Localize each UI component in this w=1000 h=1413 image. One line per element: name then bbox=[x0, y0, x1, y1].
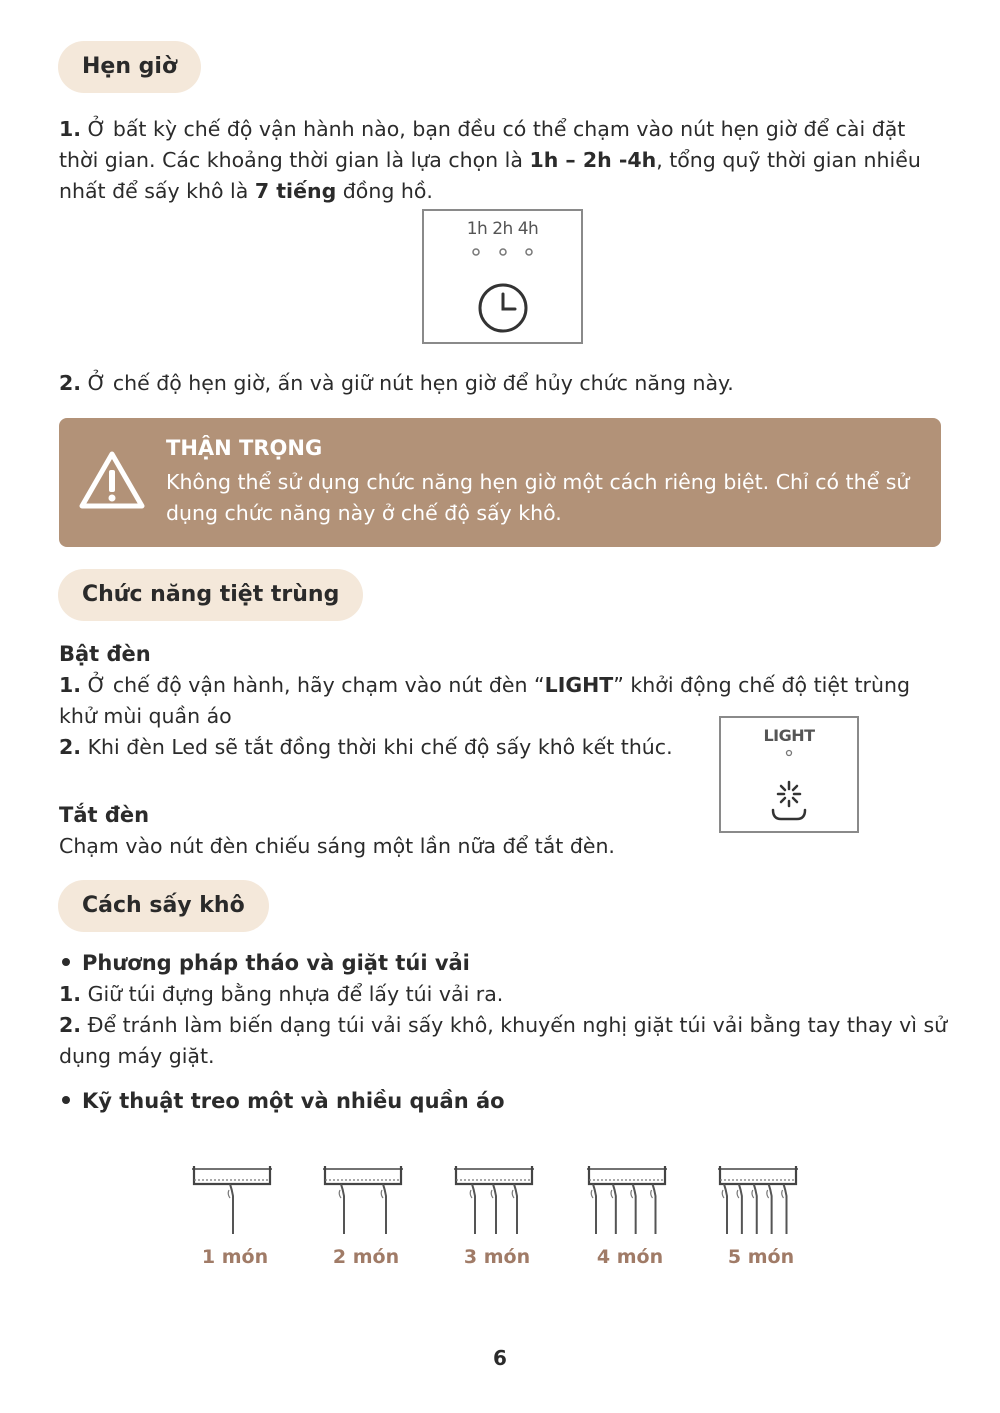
section-title-sterilize: Chức năng tiệt trùng bbox=[58, 569, 363, 621]
bullet-dot bbox=[62, 1096, 70, 1104]
hanger-icon-1 bbox=[188, 1160, 278, 1240]
hanger-icon-4 bbox=[583, 1160, 673, 1240]
step-number: 1. bbox=[59, 117, 82, 141]
light-paragraph-2 bbox=[59, 732, 699, 763]
text: ” khởi động chế độ tiệt trùng khử mùi quần áo bbox=[59, 673, 910, 728]
timer-paragraph-2 bbox=[59, 368, 949, 399]
max-time: 7 tiếng bbox=[254, 179, 337, 203]
text: , tổng quỹ thời gian nhiều nhất để sấy khô là bbox=[59, 148, 921, 203]
step-number: 2. bbox=[59, 735, 82, 759]
hanger-label-5: 5 món bbox=[727, 1246, 795, 1268]
drying-paragraph-2 bbox=[59, 1010, 949, 1072]
indicator-dot-1h bbox=[473, 249, 479, 255]
step-number: 2. bbox=[59, 371, 82, 395]
timer-options: 1h – 2h -4h bbox=[529, 148, 657, 172]
light-panel-graphic bbox=[721, 718, 857, 831]
caution-title: THẬN TRỌNG bbox=[166, 436, 323, 460]
page-number: 6 bbox=[493, 1346, 507, 1370]
step-number: 1. bbox=[59, 673, 82, 697]
bullet-hanging bbox=[59, 1086, 505, 1117]
indicator-dot-4h bbox=[526, 249, 532, 255]
caution-box bbox=[59, 418, 941, 547]
text: Để tránh làm biến dạng túi vải sấy khô, khuyến nghị giặt túi vải bằng tay thay vì sử dụng máy giặt. bbox=[59, 1013, 948, 1068]
hanger-icon-2 bbox=[319, 1160, 409, 1240]
light-panel-illustration bbox=[719, 716, 859, 833]
clock-icon bbox=[480, 285, 526, 331]
section-title-timer: Hẹn giờ bbox=[58, 41, 201, 93]
text: Giữ túi đựng bằng nhựa để lấy túi vải ra. bbox=[81, 982, 504, 1006]
caution-text: Không thể sử dụng chức năng hẹn giờ một cách riêng biệt. Chỉ có thể sử dụng chức năng này ở chế độ sấy khô. bbox=[166, 470, 910, 525]
text: Ở chế độ vận hành, hãy chạm vào nút đèn “ bbox=[81, 673, 545, 697]
step-number: 2. bbox=[59, 1013, 82, 1037]
light-panel-label: LIGHT bbox=[763, 726, 815, 745]
bullet-dot bbox=[62, 958, 70, 966]
light-button-name: LIGHT bbox=[544, 673, 614, 697]
light-off-text: Chạm vào nút đèn chiếu sáng một lần nữa để tắt đèn. bbox=[59, 834, 615, 858]
text: Ở bất kỳ chế độ vận hành nào, bạn đều có thể chạm vào nút hẹn giờ để cài đặt thời gian. Các khoảng thời gian là lựa chọn là bbox=[59, 117, 906, 172]
drying-paragraph-1 bbox=[59, 979, 949, 1010]
sterilize-light-icon bbox=[773, 782, 805, 819]
text: Khi đèn Led sẽ tắt đồng thời khi chế độ sấy khô kết thúc. bbox=[81, 735, 673, 759]
step-number: 1. bbox=[59, 982, 82, 1006]
hanger-label-2: 2 món bbox=[332, 1246, 400, 1268]
indicator-dot-2h bbox=[500, 249, 506, 255]
timer-paragraph-1 bbox=[59, 114, 949, 207]
hanger-label-1: 1 món bbox=[201, 1246, 269, 1268]
timer-panel-label: 1h 2h 4h bbox=[466, 219, 539, 239]
bullet-text: Phương pháp tháo và giặt túi vải bbox=[82, 951, 470, 975]
warning-icon bbox=[79, 450, 145, 510]
hanger-icon-5 bbox=[714, 1160, 804, 1240]
bullet-text: Kỹ thuật treo một và nhiều quần áo bbox=[82, 1089, 505, 1113]
hanger-label-3: 3 món bbox=[463, 1246, 531, 1268]
light-off-heading: Tắt đèn bbox=[59, 803, 150, 827]
timer-panel-graphic bbox=[424, 211, 581, 342]
section-title-drying: Cách sấy khô bbox=[58, 880, 269, 932]
hanger-icon-3 bbox=[450, 1160, 540, 1240]
bullet-wash-bag bbox=[59, 948, 470, 979]
light-on-heading: Bật đèn bbox=[59, 642, 151, 666]
indicator-dot-light bbox=[787, 751, 792, 756]
text: Ở chế độ hẹn giờ, ấn và giữ nút hẹn giờ để hủy chức năng này. bbox=[81, 371, 734, 395]
text: đồng hồ. bbox=[336, 179, 433, 203]
timer-panel-illustration bbox=[422, 209, 583, 344]
hanger-label-4: 4 món bbox=[596, 1246, 664, 1268]
